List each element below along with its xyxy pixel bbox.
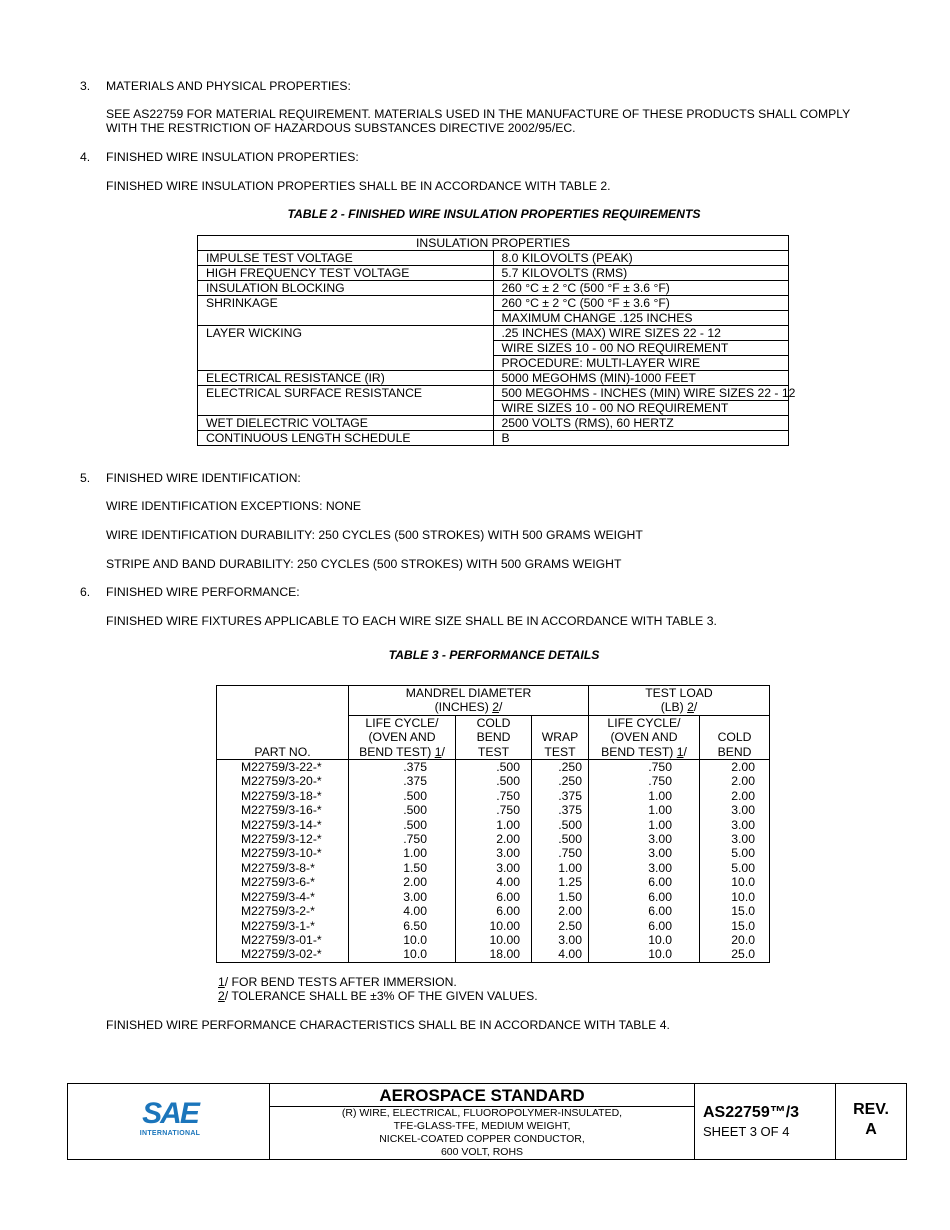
- mandrel-cold-bend: 4.00: [456, 875, 532, 889]
- table-3-row: [217, 875, 770, 889]
- load-life-cycle: 1.00: [589, 818, 700, 832]
- property-name: INSULATION BLOCKING: [198, 281, 494, 296]
- table-2-header: INSULATION PROPERTIES: [198, 236, 789, 251]
- table-2-row: [198, 386, 789, 401]
- load-cold-bend: 5.00: [700, 861, 770, 875]
- closing-paragraph: FINISHED WIRE PERFORMANCE CHARACTERISTICS SHALL BE IN ACCORDANCE WITH TABLE 4.: [106, 1018, 670, 1032]
- standard-subtitle: (R) WIRE, ELECTRICAL, FLUOROPOLYMER-INSULATED, TFE-GLASS-TFE, MEDIUM WEIGHT, NICKEL-COATED COPPER CONDUCTOR, 600 VOLT, ROHS: [341, 1107, 623, 1158]
- mandrel-life-cycle: 3.00: [349, 890, 456, 904]
- mandrel-diameter-header: MANDREL DIAMETER (INCHES) 2/: [349, 686, 589, 716]
- mandrel-life-cycle: 6.50: [349, 919, 456, 933]
- property-value: B: [493, 431, 789, 446]
- property-name: ELECTRICAL SURFACE RESISTANCE: [198, 386, 494, 416]
- property-name: LAYER WICKING: [198, 326, 494, 371]
- table-2-row: [198, 251, 789, 266]
- property-name: ELECTRICAL RESISTANCE (IR): [198, 371, 494, 386]
- part-no-header: PART NO.: [217, 686, 349, 760]
- table-3-row: [217, 818, 770, 832]
- property-name: WET DIELECTRIC VOLTAGE: [198, 416, 494, 431]
- table-2-row: [198, 296, 789, 311]
- table-2-row: [198, 371, 789, 386]
- load-cold-bend: 2.00: [700, 774, 770, 788]
- part-number: M22759/3-18-*: [217, 789, 349, 803]
- property-name: HIGH FREQUENCY TEST VOLTAGE: [198, 266, 494, 281]
- sae-logo-mark: SAE: [142, 1097, 198, 1130]
- sae-logo-cell: [68, 1084, 270, 1159]
- part-number: M22759/3-8-*: [217, 861, 349, 875]
- table-3-row: [217, 947, 770, 962]
- load-life-cycle: 10.0: [589, 933, 700, 947]
- property-value: WIRE SIZES 10 - 00 NO REQUIREMENT: [493, 401, 789, 416]
- mandrel-life-cycle: .500: [349, 803, 456, 817]
- mandrel-life-cycle: 2.00: [349, 875, 456, 889]
- load-life-cycle: .750: [589, 760, 700, 775]
- mandrel-wrap-test: 1.25: [532, 875, 589, 889]
- section-3-number: 3.: [80, 79, 91, 93]
- mandrel-wrap-test: .375: [532, 789, 589, 803]
- standard-title-cell: [270, 1084, 695, 1159]
- property-value: 5000 MEGOHMS (MIN)-1000 FEET: [493, 371, 789, 386]
- part-number: M22759/3-12-*: [217, 832, 349, 846]
- table-3-row: [217, 904, 770, 918]
- mandrel-wrap-test: 3.00: [532, 933, 589, 947]
- load-cold-bend: 2.00: [700, 760, 770, 775]
- mandrel-cold-bend: .750: [456, 803, 532, 817]
- table-3-row: [217, 803, 770, 817]
- part-number: M22759/3-02-*: [217, 947, 349, 962]
- revision-value: A: [865, 1121, 877, 1138]
- table-2-row: [198, 431, 789, 446]
- mandrel-wrap-test: .750: [532, 846, 589, 860]
- mandrel-life-cycle: .375: [349, 774, 456, 788]
- table-3-row: [217, 832, 770, 846]
- load-cold-bend: 10.0: [700, 890, 770, 904]
- mandrel-cold-bend: .500: [456, 774, 532, 788]
- revision-label: REV.: [853, 1101, 889, 1118]
- wire-id-exceptions: WIRE IDENTIFICATION EXCEPTIONS: NONE: [106, 499, 362, 513]
- document-number-cell: [695, 1084, 836, 1159]
- part-number: M22759/3-10-*: [217, 846, 349, 860]
- load-cold-bend: 3.00: [700, 803, 770, 817]
- part-number: M22759/3-01-*: [217, 933, 349, 947]
- section-6-paragraph: FINISHED WIRE FIXTURES APPLICABLE TO EACH WIRE SIZE SHALL BE IN ACCORDANCE WITH TABLE 3.: [106, 614, 717, 628]
- mandrel-life-cycle: 10.0: [349, 933, 456, 947]
- mandrel-cold-bend: .750: [456, 789, 532, 803]
- load-life-cycle: 6.00: [589, 875, 700, 889]
- test-load-header: TEST LOAD (LB) 2/: [589, 686, 770, 716]
- property-value: PROCEDURE: MULTI-LAYER WIRE: [493, 356, 789, 371]
- mandrel-cold-bend: 3.00: [456, 861, 532, 875]
- load-cold-bend: 20.0: [700, 933, 770, 947]
- section-5-heading: FINISHED WIRE IDENTIFICATION:: [106, 471, 301, 485]
- table-2-row: [198, 416, 789, 431]
- property-value: 5.7 KILOVOLTS (RMS): [493, 266, 789, 281]
- mandrel-wrap-test: 4.00: [532, 947, 589, 962]
- document-footer: [67, 1083, 907, 1160]
- part-number: M22759/3-22-*: [217, 760, 349, 775]
- load-cold-bend: 5.00: [700, 846, 770, 860]
- load-life-cycle: 6.00: [589, 919, 700, 933]
- section-3-heading: MATERIALS AND PHYSICAL PROPERTIES:: [106, 79, 351, 93]
- mandrel-life-cycle: 10.0: [349, 947, 456, 962]
- load-life-cycle-header: LIFE CYCLE/ (OVEN AND BEND TEST) 1/: [589, 715, 700, 759]
- part-number: M22759/3-20-*: [217, 774, 349, 788]
- part-number: M22759/3-2-*: [217, 904, 349, 918]
- load-cold-bend: 3.00: [700, 832, 770, 846]
- load-cold-bend: 3.00: [700, 818, 770, 832]
- table-2-caption: TABLE 2 - FINISHED WIRE INSULATION PROPERTIES REQUIREMENTS: [287, 207, 701, 221]
- table-3-row: [217, 789, 770, 803]
- document-number: AS22759™/3: [703, 1104, 800, 1121]
- wire-id-durability: WIRE IDENTIFICATION DURABILITY: 250 CYCLES (500 STROKES) WITH 500 GRAMS WEIGHT: [106, 528, 643, 542]
- mandrel-life-cycle: 1.00: [349, 846, 456, 860]
- mandrel-cold-bend: 3.00: [456, 846, 532, 860]
- footnote-1: 1/ FOR BEND TESTS AFTER IMMERSION.: [218, 975, 457, 989]
- table-3-row: [217, 846, 770, 860]
- section-4-paragraph: FINISHED WIRE INSULATION PROPERTIES SHALL BE IN ACCORDANCE WITH TABLE 2.: [106, 179, 611, 193]
- load-life-cycle: 6.00: [589, 890, 700, 904]
- property-value: 260 °C ± 2 °C (500 °F ± 3.6 °F): [493, 296, 789, 311]
- mandrel-wrap-test-header: WRAP TEST: [532, 715, 589, 759]
- mandrel-life-cycle: 4.00: [349, 904, 456, 918]
- mandrel-wrap-test: .375: [532, 803, 589, 817]
- table-2-row: [198, 281, 789, 296]
- mandrel-wrap-test: 2.00: [532, 904, 589, 918]
- insulation-properties-table: [197, 235, 796, 446]
- part-number: M22759/3-14-*: [217, 818, 349, 832]
- property-value: 8.0 KILOVOLTS (PEAK): [493, 251, 789, 266]
- table-3-row: [217, 760, 770, 775]
- mandrel-life-cycle: .375: [349, 760, 456, 775]
- mandrel-cold-bend: 2.00: [456, 832, 532, 846]
- mandrel-cold-bend: 1.00: [456, 818, 532, 832]
- table-3-row: [217, 933, 770, 947]
- load-life-cycle: 10.0: [589, 947, 700, 962]
- section-6-heading: FINISHED WIRE PERFORMANCE:: [106, 585, 300, 599]
- property-name: CONTINUOUS LENGTH SCHEDULE: [198, 431, 494, 446]
- load-cold-bend: 10.0: [700, 875, 770, 889]
- property-name: SHRINKAGE: [198, 296, 494, 326]
- mandrel-life-cycle: 1.50: [349, 861, 456, 875]
- mandrel-life-cycle: .500: [349, 789, 456, 803]
- load-cold-bend-header: COLD BEND: [700, 715, 770, 759]
- property-value: 2500 VOLTS (RMS), 60 HERTZ: [493, 416, 789, 431]
- part-number: M22759/3-4-*: [217, 890, 349, 904]
- property-value: WIRE SIZES 10 - 00 NO REQUIREMENT: [493, 341, 789, 356]
- section-3-paragraph-line-2: WITH THE RESTRICTION OF HAZARDOUS SUBSTANCES DIRECTIVE 2002/95/EC.: [106, 121, 576, 135]
- section-4-number: 4.: [80, 150, 91, 164]
- load-life-cycle: 3.00: [589, 846, 700, 860]
- mandrel-cold-bend: 6.00: [456, 904, 532, 918]
- mandrel-cold-bend: 6.00: [456, 890, 532, 904]
- property-value: 260 °C ± 2 °C (500 °F ± 3.6 °F): [493, 281, 789, 296]
- mandrel-cold-bend-header: COLD BEND TEST: [456, 715, 532, 759]
- table-3-row: [217, 861, 770, 875]
- mandrel-cold-bend: 10.00: [456, 919, 532, 933]
- section-6-number: 6.: [80, 585, 91, 599]
- mandrel-life-cycle: .750: [349, 832, 456, 846]
- load-life-cycle: .750: [589, 774, 700, 788]
- table-3-row: [217, 774, 770, 788]
- mandrel-cold-bend: 10.00: [456, 933, 532, 947]
- mandrel-wrap-test: .500: [532, 832, 589, 846]
- sae-logo-subtext: INTERNATIONAL: [139, 1130, 201, 1137]
- mandrel-wrap-test: 1.50: [532, 890, 589, 904]
- mandrel-wrap-test: .250: [532, 760, 589, 775]
- load-cold-bend: 25.0: [700, 947, 770, 962]
- sheet-number: SHEET 3 OF 4: [703, 1124, 790, 1139]
- table-3-row: [217, 890, 770, 904]
- load-cold-bend: 15.0: [700, 904, 770, 918]
- part-number: M22759/3-6-*: [217, 875, 349, 889]
- mandrel-cold-bend: 18.00: [456, 947, 532, 962]
- load-cold-bend: 15.0: [700, 919, 770, 933]
- mandrel-life-cycle-header: LIFE CYCLE/ (OVEN AND BEND TEST) 1/: [349, 715, 456, 759]
- property-name: IMPULSE TEST VOLTAGE: [198, 251, 494, 266]
- mandrel-wrap-test: 2.50: [532, 919, 589, 933]
- mandrel-wrap-test: .500: [532, 818, 589, 832]
- section-3-paragraph-line-1: SEE AS22759 FOR MATERIAL REQUIREMENT. MATERIALS USED IN THE MANUFACTURE OF THESE PRODUCTS SHALL COMPLY: [106, 107, 851, 121]
- property-value: .25 INCHES (MAX) WIRE SIZES 22 - 12: [493, 326, 789, 341]
- table-3-row: [217, 919, 770, 933]
- load-life-cycle: 3.00: [589, 832, 700, 846]
- revision-cell: [836, 1084, 906, 1159]
- load-cold-bend: 2.00: [700, 789, 770, 803]
- load-life-cycle: 3.00: [589, 861, 700, 875]
- section-4-heading: FINISHED WIRE INSULATION PROPERTIES:: [106, 150, 359, 164]
- load-life-cycle: 1.00: [589, 789, 700, 803]
- part-number: M22759/3-16-*: [217, 803, 349, 817]
- section-5-number: 5.: [80, 471, 91, 485]
- mandrel-life-cycle: .500: [349, 818, 456, 832]
- table-2-row: [198, 326, 789, 341]
- footnote-2: 2/ TOLERANCE SHALL BE ±3% OF THE GIVEN VALUES.: [218, 989, 538, 1003]
- part-number: M22759/3-1-*: [217, 919, 349, 933]
- mandrel-wrap-test: 1.00: [532, 861, 589, 875]
- performance-details-table: [216, 685, 770, 963]
- standard-title: AEROSPACE STANDARD: [270, 1084, 694, 1107]
- load-life-cycle: 6.00: [589, 904, 700, 918]
- load-life-cycle: 1.00: [589, 803, 700, 817]
- table-2-row: [198, 266, 789, 281]
- mandrel-cold-bend: .500: [456, 760, 532, 775]
- stripe-band-durability: STRIPE AND BAND DURABILITY: 250 CYCLES (500 STROKES) WITH 500 GRAMS WEIGHT: [106, 557, 622, 571]
- mandrel-wrap-test: .250: [532, 774, 589, 788]
- property-value: 500 MEGOHMS - INCHES (MIN) WIRE SIZES 22 - 12: [493, 386, 789, 401]
- property-value: MAXIMUM CHANGE .125 INCHES: [493, 311, 789, 326]
- sae-logo: [138, 1099, 202, 1137]
- table-3-caption: TABLE 3 - PERFORMANCE DETAILS: [388, 648, 600, 662]
